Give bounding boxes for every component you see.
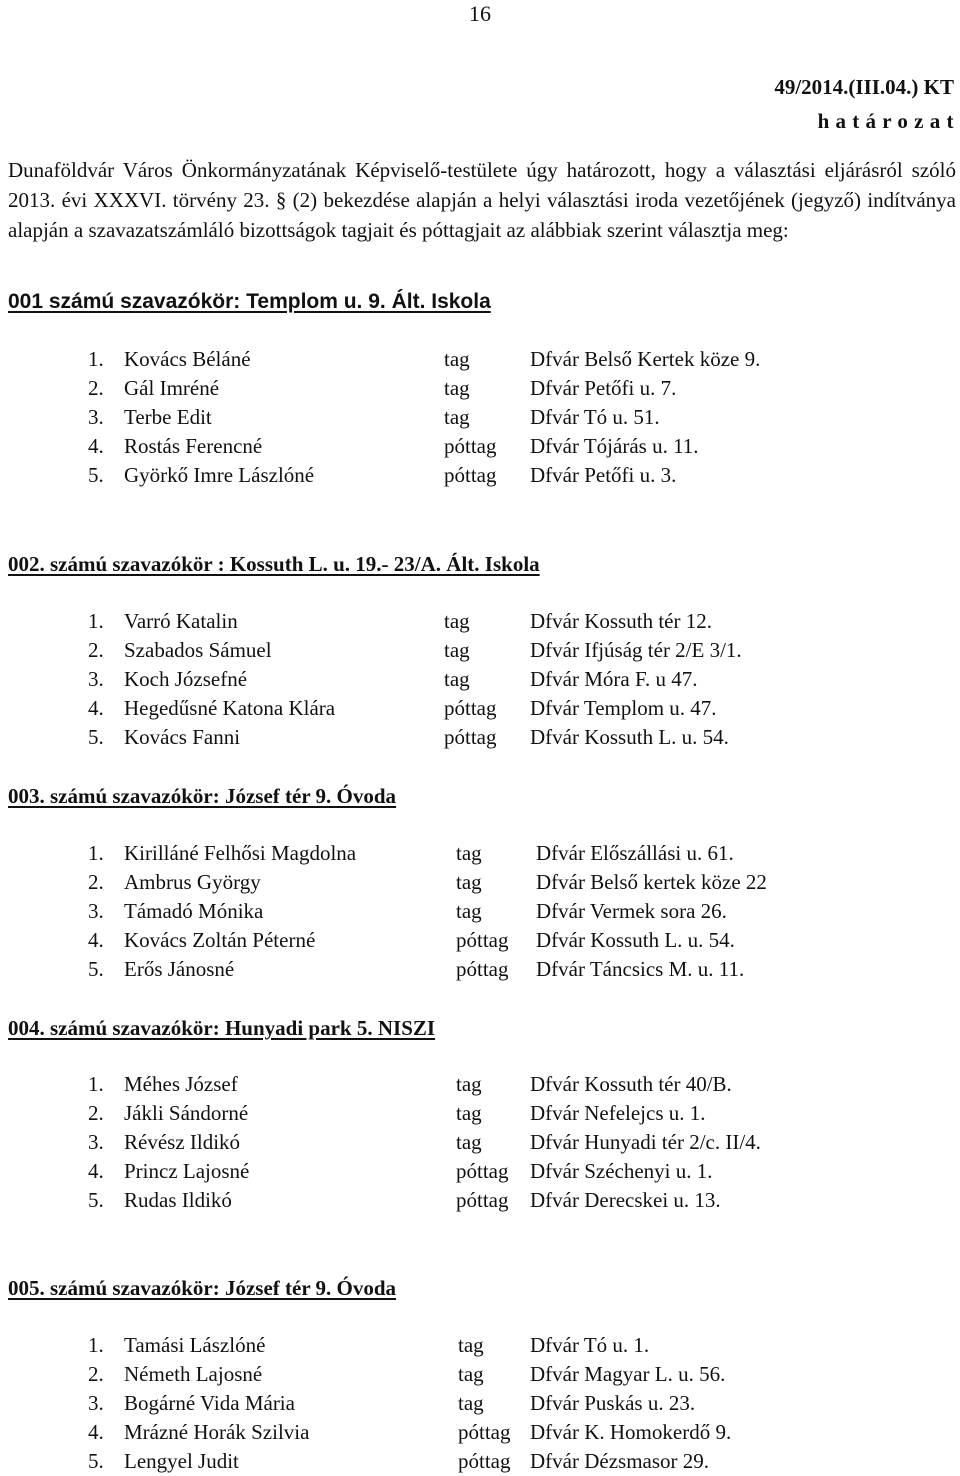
member-address: Dfvár Kossuth tér 40/B. [530, 1072, 732, 1096]
district-heading-002: 002. számú szavazókör : Kossuth L. u. 19.- 23/A. Ált. Iskola [8, 552, 540, 576]
member-name: Erős Jánosné [124, 957, 235, 981]
member-role: póttag [444, 696, 497, 720]
member-number: 5. [88, 1188, 104, 1212]
member-role: tag [458, 1362, 484, 1386]
member-number: 4. [88, 1159, 104, 1183]
member-address: Dfvár Puskás u. 23. [530, 1391, 696, 1415]
page-number: 16 [469, 1, 491, 26]
member-role: póttag [456, 957, 509, 981]
member-name: Györkő Imre Lászlóné [124, 463, 315, 487]
member-number: 1. [88, 1333, 104, 1357]
member-name: Jákli Sándorné [124, 1101, 249, 1125]
member-role: tag [456, 870, 482, 894]
member-role: tag [456, 1130, 482, 1154]
district-heading-005: 005. számú szavazókör: József tér 9. Óvoda [8, 1276, 397, 1300]
district-heading-004: 004. számú szavazókör: Hunyadi park 5. NISZI [8, 1016, 436, 1040]
member-name: Németh Lajosné [124, 1362, 263, 1386]
member-role: tag [456, 1101, 482, 1125]
member-role: tag [456, 899, 482, 923]
member-name: Kovács Fanni [124, 725, 241, 749]
member-number: 1. [88, 347, 104, 371]
member-number: 1. [88, 841, 104, 865]
member-address: Dfvár Táncsics M. u. 11. [536, 957, 745, 981]
member-address: Dfvár Ifjúság tér 2/E 3/1. [530, 638, 742, 662]
member-address: Dfvár Kossuth L. u. 54. [530, 725, 729, 749]
member-name: Lengyel Judit [124, 1449, 239, 1473]
member-name: Varró Katalin [124, 609, 238, 633]
member-address: Dfvár Tó u. 1. [530, 1333, 650, 1357]
member-name: Támadó Mónika [124, 899, 264, 923]
member-name: Szabados Sámuel [124, 638, 272, 662]
member-name: Koch Józsefné [124, 667, 248, 691]
member-number: 3. [88, 899, 104, 923]
member-role: tag [444, 609, 470, 633]
member-name: Kirilláné Felhősi Magdolna [124, 841, 357, 865]
member-role: póttag [456, 928, 509, 952]
member-address: Dfvár Széchenyi u. 1. [530, 1159, 713, 1183]
member-role: póttag [444, 725, 497, 749]
member-address: Dfvár Vermek sora 26. [536, 899, 727, 923]
member-role: póttag [456, 1188, 509, 1212]
member-role: tag [458, 1391, 484, 1415]
member-number: 3. [88, 1130, 104, 1154]
member-role: póttag [444, 434, 497, 458]
member-name: Kovács Zoltán Péterné [124, 928, 316, 952]
member-role: tag [456, 841, 482, 865]
member-number: 2. [88, 1362, 104, 1386]
member-role: tag [444, 638, 470, 662]
member-name: Hegedűsné Katona Klára [124, 696, 336, 720]
resolution-header [774, 68, 954, 136]
member-number: 5. [88, 957, 104, 981]
member-address: Dfvár Petőfi u. 3. [530, 463, 677, 487]
member-address: Dfvár Hunyadi tér 2/c. II/4. [530, 1130, 761, 1154]
member-number: 2. [88, 870, 104, 894]
member-name: Ambrus György [124, 870, 261, 894]
member-name: Bogárné Vida Mária [124, 1391, 295, 1415]
member-address: Dfvár K. Homokerdő 9. [530, 1420, 732, 1444]
member-name: Révész Ildikó [124, 1130, 241, 1154]
member-address: Dfvár Magyar L. u. 56. [530, 1362, 726, 1386]
member-role: tag [456, 1072, 482, 1096]
member-number: 2. [88, 376, 104, 400]
member-number: 1. [88, 1072, 104, 1096]
member-name: Rostás Ferencné [124, 434, 263, 458]
member-address: Dfvár Belső Kertek köze 9. [530, 347, 761, 371]
resolution-number: 49/2014.(III.04.) KT [774, 75, 954, 99]
district-heading-003: 003. számú szavazókör: József tér 9. Óvoda [8, 784, 397, 808]
member-address: Dfvár Móra F. u 47. [530, 667, 698, 691]
member-role: tag [444, 667, 470, 691]
member-role: póttag [444, 463, 497, 487]
member-role: póttag [458, 1449, 511, 1473]
member-address: Dfvár Derecskei u. 13. [530, 1188, 721, 1212]
member-name: Terbe Edit [124, 405, 212, 429]
member-number: 4. [88, 1420, 104, 1444]
member-number: 1. [88, 609, 104, 633]
member-role: tag [444, 347, 470, 371]
member-name: Rudas Ildikó [124, 1188, 232, 1212]
member-name: Gál Imréné [124, 376, 220, 400]
member-role: póttag [458, 1420, 511, 1444]
member-number: 4. [88, 434, 104, 458]
member-address: Dfvár Dézsmasor 29. [530, 1449, 710, 1473]
member-name: Princz Lajosné [124, 1159, 250, 1183]
member-name: Tamási Lászlóné [124, 1333, 266, 1357]
resolution-title: h a t á r o z a t [817, 109, 954, 133]
member-name: Kovács Béláné [124, 347, 251, 371]
member-address: Dfvár Előszállási u. 61. [536, 841, 734, 865]
member-name: Mrázné Horák Szilvia [124, 1420, 310, 1444]
member-address: Dfvár Templom u. 47. [530, 696, 717, 720]
member-address: Dfvár Tó u. 51. [530, 405, 660, 429]
member-role: tag [444, 376, 470, 400]
member-role: tag [458, 1333, 484, 1357]
member-address: Dfvár Belső kertek köze 22 [536, 870, 767, 894]
member-role: tag [444, 405, 470, 429]
member-number: 4. [88, 928, 104, 952]
member-number: 5. [88, 725, 104, 749]
member-number: 2. [88, 1101, 104, 1125]
member-number: 5. [88, 1449, 104, 1473]
member-number: 4. [88, 696, 104, 720]
intro-paragraph: Dunaföldvár Város Önkormányzatának Képviselő-testülete úgy határozott, hogy a választási eljárásról szóló 2013. évi XXXVI. törvény 23. § (2) bekezdése alapján a helyi választási iroda vezetőjének (jegyző) indítványa alapján a szavazatszámláló bizottságok tagjait és póttagjait az alábbiak szerint választja meg: [8, 158, 956, 242]
member-number: 3. [88, 1391, 104, 1415]
member-number: 3. [88, 667, 104, 691]
member-name: Méhes József [124, 1072, 238, 1096]
member-role: póttag [456, 1159, 509, 1183]
member-address: Dfvár Petőfi u. 7. [530, 376, 677, 400]
member-number: 5. [88, 463, 104, 487]
member-number: 3. [88, 405, 104, 429]
member-address: Dfvár Kossuth L. u. 54. [536, 928, 735, 952]
member-address: Dfvár Tójárás u. 11. [530, 434, 699, 458]
member-address: Dfvár Kossuth tér 12. [530, 609, 712, 633]
member-address: Dfvár Nefelejcs u. 1. [530, 1101, 706, 1125]
member-number: 2. [88, 638, 104, 662]
district-heading-001: 001 számú szavazókör: Templom u. 9. Ált. Iskola [8, 290, 491, 313]
